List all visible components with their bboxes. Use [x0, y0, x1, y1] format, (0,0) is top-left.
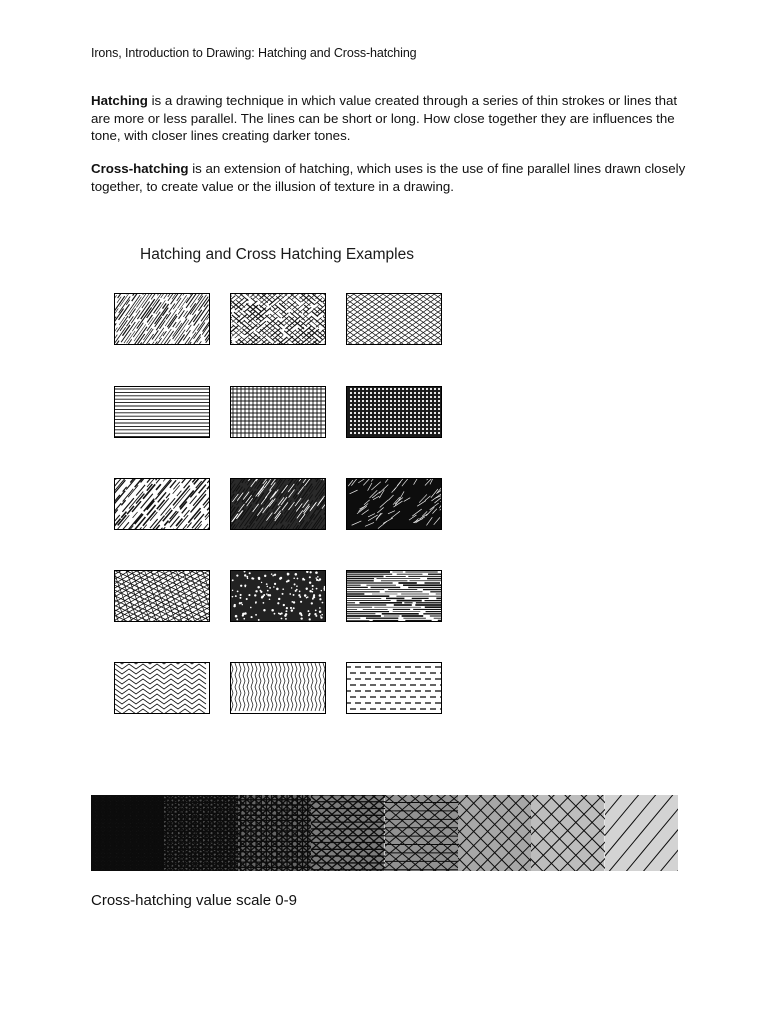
value-scale-step-4 [458, 795, 531, 871]
value-scale-pattern-4 [458, 795, 531, 871]
hatch-swatch-diagonal-crosshatch-fine [346, 293, 442, 345]
hatch-pattern-diagonal-hatch-dense [115, 294, 209, 344]
hatch-pattern-stipple-grid-dark [347, 387, 441, 437]
value-scale-step-7 [238, 795, 311, 871]
value-scale-caption: Cross-hatching value scale 0-9 [91, 892, 297, 909]
hatch-swatch-scribble-dark [346, 478, 442, 530]
hatch-swatch-dashed-horizontal-lines [346, 662, 442, 714]
hatching-term: Hatching [91, 93, 148, 108]
value-scale-step-6 [311, 795, 384, 871]
cross-hatching-term: Cross-hatching [91, 161, 189, 176]
value-scale-step-2 [605, 795, 678, 871]
hatch-swatch-multi-angle-crosshatch [114, 570, 210, 622]
hatch-pattern-herringbone-chevron [115, 663, 209, 713]
hatch-pattern-vertical-zigzag-hatch [231, 663, 325, 713]
hatch-pattern-dashed-horizontal-lines [347, 663, 441, 713]
value-scale-step-3 [531, 795, 604, 871]
value-scale-step-5 [385, 795, 458, 871]
hatch-swatch-diagonal-hatch-dense [114, 293, 210, 345]
hatch-swatch-dense-diagonal-strokes [230, 478, 326, 530]
hatch-pattern-horizontal-streaks [347, 571, 441, 621]
value-scale-pattern-2 [605, 795, 678, 871]
value-scale-step-9 [91, 795, 164, 871]
hatch-pattern-horizontal-lines [115, 387, 209, 437]
value-scale-pattern-9 [91, 795, 164, 871]
hatch-swatch-grid-crosshatch [230, 386, 326, 438]
value-scale-step-8 [164, 795, 237, 871]
hatch-pattern-diagonal-crosshatch-fine [347, 294, 441, 344]
hatch-swatch-vertical-zigzag-hatch [230, 662, 326, 714]
value-scale-pattern-5 [385, 795, 458, 871]
examples-figure-title: Hatching and Cross Hatching Examples [140, 246, 414, 263]
hatch-swatch-horizontal-streaks [346, 570, 442, 622]
hatching-definition: is a drawing technique in which value created through a series of thin strokes or lines that are more or less parallel. The lines can be short or long. How close together they are influences the tone, with closer lines creating darker tones. [91, 93, 678, 143]
hatching-paragraph [91, 92, 691, 145]
hatch-swatch-diagonal-crosshatch [230, 293, 326, 345]
hatch-swatch-dense-scribble-crosshatch [230, 570, 326, 622]
running-header: Irons, Introduction to Drawing: Hatching and Cross-hatching [91, 46, 417, 60]
hatch-swatch-horizontal-lines [114, 386, 210, 438]
hatch-pattern-loose-diagonal-strokes [115, 479, 209, 529]
hatch-pattern-grid-crosshatch [231, 387, 325, 437]
hatch-pattern-dense-diagonal-strokes [231, 479, 325, 529]
hatch-pattern-dense-scribble-crosshatch [231, 571, 325, 621]
hatch-pattern-multi-angle-crosshatch [115, 571, 209, 621]
cross-hatching-paragraph [91, 160, 691, 195]
value-scale-pattern-8 [164, 795, 237, 871]
value-scale-strip [91, 795, 678, 871]
value-scale-pattern-6 [311, 795, 384, 871]
value-scale-pattern-7 [238, 795, 311, 871]
hatch-swatch-herringbone-chevron [114, 662, 210, 714]
hatch-pattern-scribble-dark [347, 479, 441, 529]
hatch-pattern-diagonal-crosshatch [231, 294, 325, 344]
cross-hatching-definition: is an extension of hatching, which uses is the use of fine parallel lines drawn closely together, to create value or the illusion of texture in a drawing. [91, 161, 686, 194]
value-scale-pattern-3 [531, 795, 604, 871]
hatch-swatch-stipple-grid-dark [346, 386, 442, 438]
hatch-swatch-loose-diagonal-strokes [114, 478, 210, 530]
